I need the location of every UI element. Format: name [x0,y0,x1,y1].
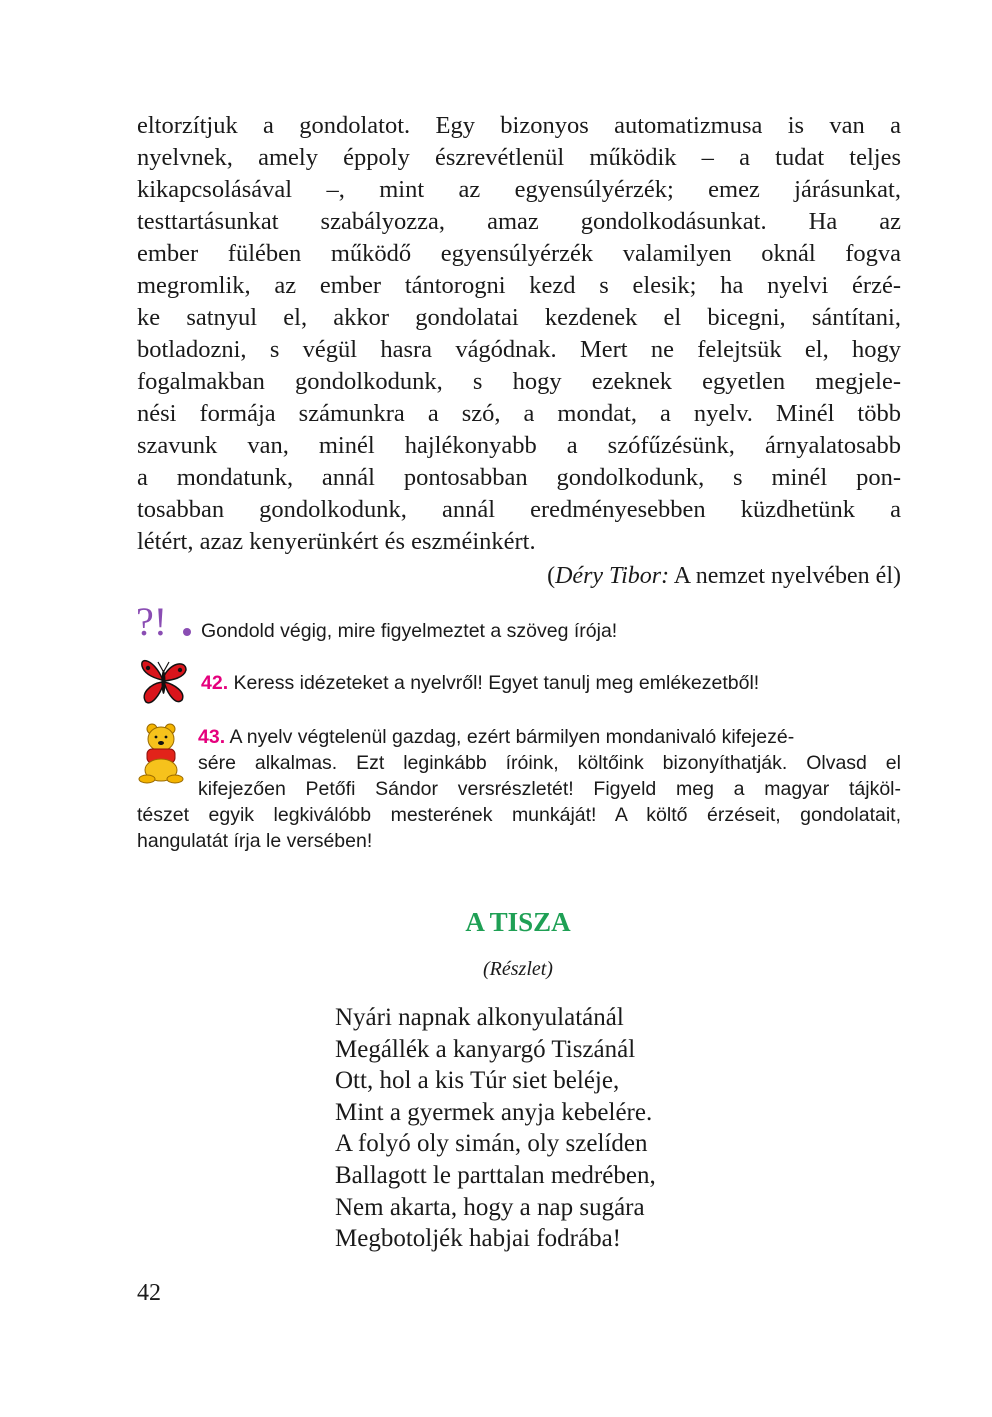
bullet-icon [183,628,191,636]
task-line: kifejezően Petőfi Sándor versrészletét! Figyeld meg a magyar tájköl- [198,778,901,800]
task-number: 42. [201,672,229,694]
poem-line: Mint a gyermek anyja kebelére. [335,1098,653,1126]
task-line: tészet egyik legkiválóbb mesterének munkáját! A költő érzéseit, gondolatait, [137,804,901,826]
task-43 [137,724,901,854]
text-line: botladozni, s végül hasra vágódnak. Mert ne felejtsük el, hogy [137,336,901,363]
attribution-open: ( [547,563,556,589]
butterfly-icon [136,654,192,710]
question-exclamation-icon: ?! [136,599,168,644]
text-line: tosabban gondolkodunk, annál eredményesebben küzdhetünk a [137,496,901,523]
task-think: Gondold végig, mire figyelmeztet a szöveg írója! [201,620,618,642]
text-line: kikapcsolásával –, mint az egyensúlyérzék; emez járásunkat, [137,176,901,203]
text-line: szavunk van, minél hajlékonyabb a szófűzésünk, árnyalatosabb [137,432,901,459]
source-attribution [137,560,901,592]
attribution-author: Déry Tibor: [555,563,670,589]
attribution-work: A nemzet nyelvében él) [669,563,901,589]
text-line: nyelvnek, amely éppoly észrevétlenül működik – a tudat teljes [137,144,901,171]
poem-body [335,1002,656,1255]
poem-line: A folyó oly simán, oly szelíden [335,1130,648,1158]
task-text: Keress idézeteket a nyelvről! Egyet tanulj meg emlékezetből! [228,672,760,694]
task-text: A nyelv végtelenül gazdag, ezért bármilyen mondanivaló kifejezé- [225,726,795,748]
page-number: 42 [137,1280,161,1306]
text-line: ke satnyul el, akkor gondolatai kezdenek el bicegni, sántítani, [137,304,901,331]
text-line: fogalmakban gondolkodunk, s hogy ezeknek egyetlen megjele- [137,368,901,395]
poem-line: Nyári napnak alkonyulatánál [335,1004,624,1031]
poem-line: Nem akarta, hogy a nap sugára [335,1193,645,1221]
text-line: eltorzítjuk a gondolatot. Egy bizonyos automatizmusa is van a [137,112,901,139]
task-number: 43. [198,726,226,748]
text-line: nési formája számunkra a szó, a mondat, a nyelv. Minél több [137,400,901,427]
poem-subtitle: (Részlet) [483,958,553,980]
task-42 [201,670,759,696]
poem-line: Ott, hol a kis Túr siet beléje, [335,1067,620,1095]
poem-line: Megállék a kanyargó Tiszánál [335,1035,636,1063]
poem-line: Megbotoljék habjai fodrába! [335,1225,622,1253]
poem-line: Ballagott le parttalan medrében, [335,1161,656,1189]
text-line: ember fülében működő egyensúlyérzék valamilyen oknál fogva [137,240,901,267]
poem-title: A TISZA [465,907,571,937]
task-line: sére alkalmas. Ezt leginkább íróink, költőink bizonyíthatják. Olvasd el [198,752,901,774]
task-line: hangulatát írja le versében! [137,830,373,852]
text-line: létért, azaz kenyerünkért és eszméinkért. [137,528,536,555]
text-line: a mondatunk, annál pontosabban gondolkodunk, s minél pon- [137,464,901,491]
body-text [137,110,901,558]
text-line: megromlik, az ember tántorogni kezd s elesik; ha nyelvi érzé- [137,272,901,299]
task-line [137,724,901,750]
text-line: testtartásunkat szabályozza, amaz gondolkodásunkat. Ha az [137,208,901,235]
